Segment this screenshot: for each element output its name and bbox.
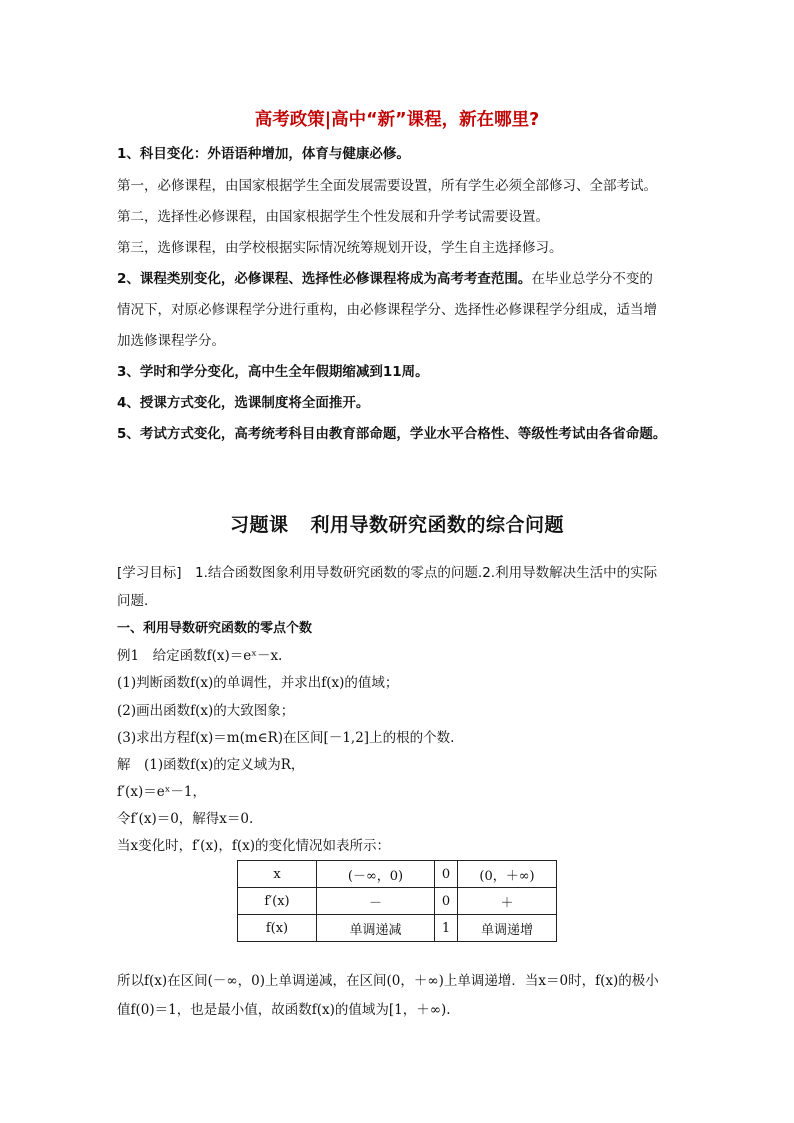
table-cell: f(x) <box>238 915 317 942</box>
table-cell: 1 <box>435 915 458 942</box>
policy-paragraph-elective: 第三，选修课程，由学校根据实际情况统筹规划开设，学生自主选择修习。 <box>117 240 563 256</box>
learning-goals-end: 问题. <box>117 593 149 609</box>
table-cell: 单调递减 <box>317 915 435 942</box>
lesson-title-part2: 利用导数研究函数的综合问题 <box>310 514 565 536</box>
solution-line-1: 解 (1)函数f(x)的定义域为R， <box>117 757 305 773</box>
lesson-title <box>0 513 794 537</box>
learning-goals: [学习目标] 1.结合函数图象利用导数研究函数的零点的问题.2.利用导数解决生活中的实际 <box>117 565 658 581</box>
table-cell: (－∞，0) <box>317 861 435 888</box>
example-statement: 例1 给定函数f(x)＝eˣ－x. <box>117 648 283 664</box>
policy-paragraph-credits: 情况下，对原必修课程学分进行重构，由必修课程学分、选择性必修课程学分组成，适当增 <box>117 302 657 318</box>
table-cell: ＋ <box>458 888 557 915</box>
policy-item-course-types <box>117 270 653 288</box>
policy-paragraph-compulsory: 第一，必修课程，由国家根据学生全面发展需要设置，所有学生必须全部修习、全部考试。 <box>117 178 657 194</box>
question-2: (2)画出函数f(x)的大致图象； <box>117 703 295 719</box>
lesson-title-part1: 习题课 <box>229 514 289 536</box>
table-cell: 0 <box>435 888 458 915</box>
table-row <box>238 888 557 915</box>
section-heading: 一、利用导数研究函数的零点个数 <box>117 621 313 636</box>
policy-item-exams: 5、考试方式变化，高考统考科目由教育部命题，学业水平合格性、等级性考试由各省命题。 <box>117 426 667 442</box>
conclusion-line-1: 所以f(x)在区间(－∞，0)上单调递减，在区间(0，＋∞)上单调递增．当x＝0时，f(x)的极小 <box>117 973 659 989</box>
table-cell: 0 <box>435 861 458 888</box>
policy-title: 高考政策|高中“新”课程，新在哪里? <box>254 110 540 130</box>
policy-paragraph-credits-end: 加选修课程学分。 <box>117 333 225 349</box>
table-cell: f′(x) <box>238 888 317 915</box>
table-cell: － <box>317 888 435 915</box>
solution-line-3: 令f′(x)＝0，解得x＝0. <box>117 811 254 827</box>
conclusion-line-2: 值f(0)＝1，也是最小值，故函数f(x)的值域为[1，＋∞). <box>117 1002 451 1018</box>
policy-item-teaching: 4、授课方式变化，选课制度将全面推开。 <box>117 395 370 411</box>
solution-line-4: 当x变化时，f′(x)，f(x)的变化情况如表所示： <box>117 838 390 854</box>
table-cell: x <box>238 861 317 888</box>
question-1: (1)判断函数f(x)的单调性，并求出f(x)的值域； <box>117 675 399 691</box>
policy-item-course-types-rest: 在毕业总学分不变的 <box>531 271 653 287</box>
policy-item-subjects: 1、科目变化：外语语种增加，体育与健康必修。 <box>117 146 410 162</box>
policy-item-course-types-bold: 2、课程类别变化，必修课程、选择性必修课程将成为高考考查范围。 <box>117 271 532 287</box>
policy-paragraph-selective-compulsory: 第二，选择性必修课程，由国家根据学生个性发展和升学考试需要设置。 <box>117 209 549 225</box>
table-cell: (0，＋∞) <box>458 861 557 888</box>
table-row <box>238 861 557 888</box>
variation-table <box>237 860 557 942</box>
table-cell: 单调递增 <box>458 915 557 942</box>
table-row <box>238 915 557 942</box>
question-3: (3)求出方程f(x)＝m(m∈R)在区间[－1,2]上的根的个数. <box>117 730 455 746</box>
policy-item-hours: 3、学时和学分变化，高中生全年假期缩减到11周。 <box>117 364 429 380</box>
solution-line-2: f′(x)＝eˣ－1， <box>117 784 207 800</box>
